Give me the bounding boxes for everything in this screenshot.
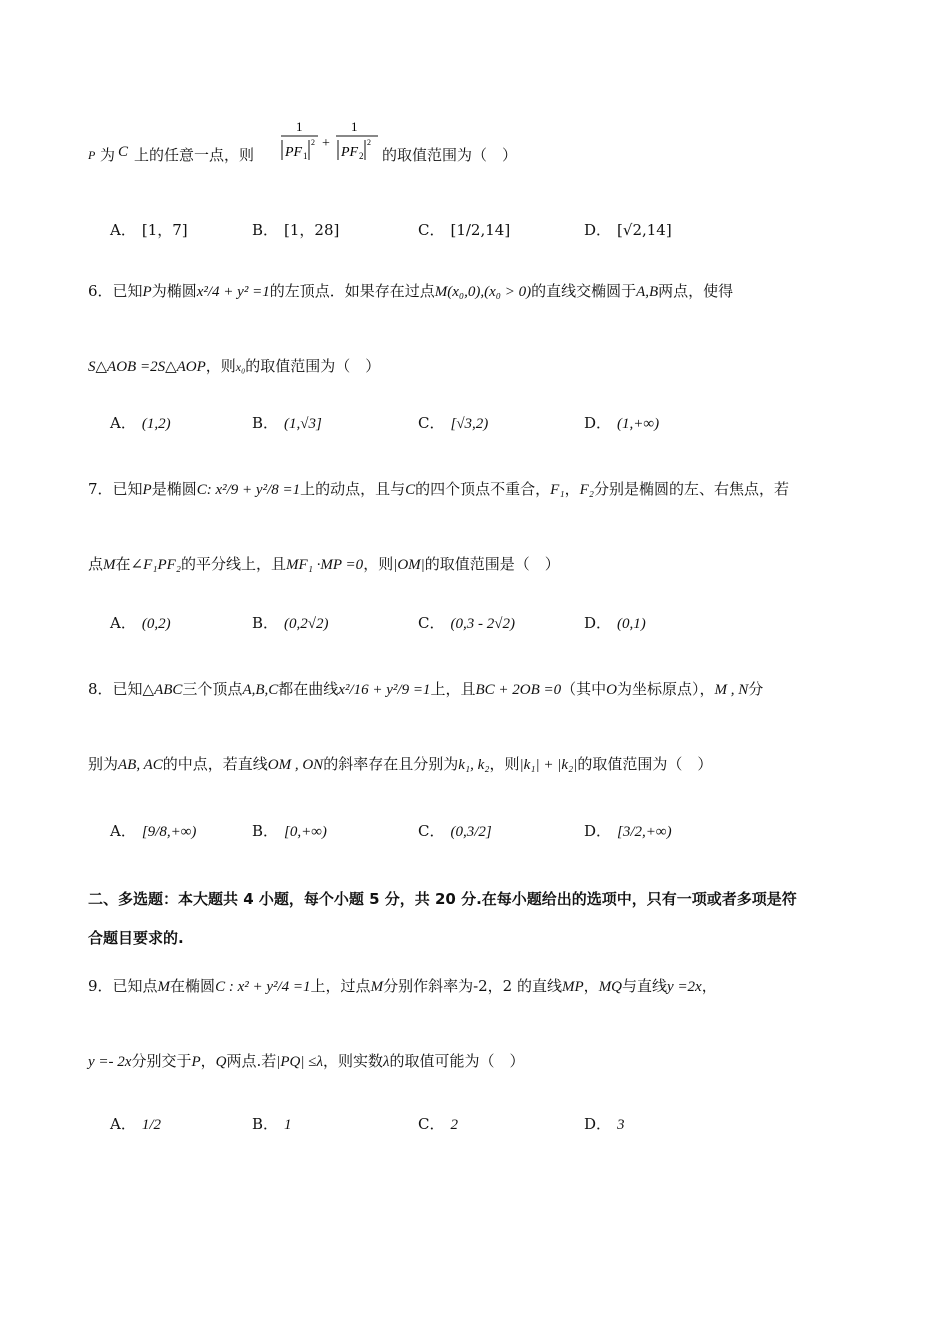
q7-text2: 是椭圆 xyxy=(151,480,197,498)
q8-condition: BC + 2OB =0 xyxy=(475,682,562,698)
q7-f1: F₁ xyxy=(550,482,565,498)
svg-text:1: 1 xyxy=(351,119,358,134)
q5-option-b[interactable] xyxy=(252,219,339,240)
q6-stem-line2 xyxy=(88,355,380,376)
q8-text7: 分 xyxy=(748,680,764,698)
q6-text7: 的取值范围为（ ） xyxy=(245,357,381,375)
svg-text:2: 2 xyxy=(311,138,315,147)
q9-y2x: y =2x xyxy=(667,979,702,995)
q5-text-b: 为 xyxy=(100,146,116,164)
q7-text5: 分别是椭圆的左、右焦点，若 xyxy=(593,480,789,498)
q9-option-d[interactable] xyxy=(584,1113,625,1134)
q5-option-d[interactable] xyxy=(584,219,672,240)
option-value: [1，7] xyxy=(141,221,188,239)
q6-text1: 6．已知 xyxy=(88,282,143,300)
option-value: [3/2,+∞) xyxy=(617,824,672,840)
q6-option-b[interactable] xyxy=(252,412,322,433)
section2-heading-line1: 二、多选题：本大题共 4 小题，每个小题 5 分，共 20 分.在每小题给出的选项中，只有一项或者多项是符 xyxy=(88,890,797,908)
q6-stem-line1 xyxy=(88,280,733,301)
q8-text8: 别为 xyxy=(88,755,119,773)
q5-p: P xyxy=(88,148,96,162)
q9-q: Q xyxy=(215,1054,227,1070)
q6-point: M(x₀,0),(x₀ > 0) xyxy=(434,284,532,300)
option-label: C． xyxy=(418,614,445,632)
q8-ksum: |k₁| + |k₂| xyxy=(519,757,578,773)
q5-option-c[interactable] xyxy=(418,219,510,240)
q8-abac: AB, AC xyxy=(118,757,163,773)
q9-text3: 上，过点 xyxy=(310,977,371,995)
option-value: [9/8,+∞) xyxy=(141,824,197,840)
q6-p: P xyxy=(142,284,152,300)
q8-curve: x²/16 + y²/9 =1 xyxy=(338,682,431,698)
q8-omon: OM , ON xyxy=(267,757,324,773)
option-label: D． xyxy=(584,1115,612,1133)
q7-text7: 在 xyxy=(115,555,131,573)
q6-x0: x₀ xyxy=(235,360,246,374)
q8-o: O xyxy=(606,682,617,698)
q8-text10: 的斜率存在且分别为 xyxy=(323,755,459,773)
q9-m: M xyxy=(157,979,171,995)
option-value: (1,+∞) xyxy=(617,416,660,432)
q7-text4: 的四个顶点不重合， xyxy=(415,480,551,498)
option-label: B． xyxy=(252,614,279,632)
q9-text2: 在椭圆 xyxy=(170,977,216,995)
q6-condition: S△AOB =2S△AOP xyxy=(88,359,206,375)
section2-heading-line2: 合题目要求的. xyxy=(88,929,184,947)
q8-option-b[interactable] xyxy=(252,820,327,841)
q9-sep: ， xyxy=(583,977,599,995)
option-label: B． xyxy=(252,1115,279,1133)
q8-text11: ，则 xyxy=(489,755,520,773)
option-value: (0,1) xyxy=(617,616,646,632)
q9-text9: 的取值可能为（ ） xyxy=(389,1052,525,1070)
q7-stem-line2 xyxy=(88,553,560,574)
option-value: (1,√3] xyxy=(284,416,322,432)
q6-text6: ，则 xyxy=(205,357,236,375)
option-label: B． xyxy=(252,221,279,239)
svg-text:1: 1 xyxy=(296,119,303,134)
q7-m: M xyxy=(103,557,116,573)
svg-text:2: 2 xyxy=(359,151,364,161)
q9-stem-line2 xyxy=(88,1050,525,1071)
q7-stem-line1 xyxy=(88,478,789,499)
option-value: 1/2 xyxy=(141,1117,162,1133)
q9-text1: 9．已知点 xyxy=(88,977,158,995)
q9-text7: 两点.若 xyxy=(226,1052,277,1070)
q7-text8: 的平分线上，且 xyxy=(181,555,287,573)
svg-text:1: 1 xyxy=(303,151,308,161)
option-value: (0,3 - 2√2) xyxy=(450,616,515,632)
q8-abc: A,B,C xyxy=(242,682,279,698)
q5-text-e: 的取值范围为（ ） xyxy=(382,146,518,164)
q8-option-a[interactable] xyxy=(110,820,196,841)
q7-sep: ， xyxy=(564,480,580,498)
q6-option-d[interactable] xyxy=(584,412,659,433)
option-label: A． xyxy=(110,221,136,239)
option-label: C． xyxy=(418,414,445,432)
option-value: [0,+∞) xyxy=(284,824,327,840)
q8-text5: （其中 xyxy=(561,680,607,698)
option-value: [1，28] xyxy=(284,221,340,239)
q7-angle: ∠F₁PF₂ xyxy=(130,557,182,573)
q9-comma: ， xyxy=(701,977,717,995)
option-label: B． xyxy=(252,822,279,840)
option-value: [√2,14] xyxy=(617,221,672,239)
q8-text2: 三个顶点 xyxy=(182,680,243,698)
q9-sep2: ， xyxy=(200,1052,216,1070)
q8-stem-line1 xyxy=(88,678,763,699)
option-label: D． xyxy=(584,822,612,840)
option-label: D． xyxy=(584,221,612,239)
q7-text1: 7．已知 xyxy=(88,480,143,498)
option-value: 3 xyxy=(617,1117,625,1133)
q7-option-c[interactable] xyxy=(418,612,515,633)
q7-ellipse: C: x²/9 + y²/8 =1 xyxy=(196,482,301,498)
q9-text5: 与直线 xyxy=(622,977,668,995)
q7-text9: ，则 xyxy=(363,555,394,573)
q8-text1: 8．已知 xyxy=(88,680,143,698)
option-label: A． xyxy=(110,614,136,632)
q9-ellipse: C : x² + y²/4 =1 xyxy=(215,979,311,995)
q6-option-a[interactable] xyxy=(110,412,171,433)
svg-text:2: 2 xyxy=(367,138,371,147)
option-value: (1,2) xyxy=(141,416,171,432)
q8-text6: 为坐标原点）， xyxy=(616,680,715,698)
q6-text4: 的直线交椭圆于 xyxy=(531,282,637,300)
q9-text8: ，则实数 xyxy=(323,1052,384,1070)
q7-om: |OM| xyxy=(393,557,425,573)
q9-pq: |PQ| ≤λ xyxy=(276,1054,323,1070)
q8-text3: 都在曲线 xyxy=(278,680,339,698)
q7-option-d[interactable] xyxy=(584,612,646,633)
q9-option-a[interactable] xyxy=(110,1113,161,1134)
q8-k: k₁, k₂ xyxy=(458,757,490,773)
q6-option-c[interactable] xyxy=(418,412,488,433)
option-value: [√3,2) xyxy=(450,416,489,432)
q8-mn: M , N xyxy=(714,682,749,698)
q9-mp: MP xyxy=(562,979,584,995)
q9-ym2x: y =- 2x xyxy=(88,1054,132,1070)
q7-text10: 的取值范围是（ ） xyxy=(424,555,560,573)
q9-option-c[interactable] xyxy=(418,1113,458,1134)
q6-ab: A,B xyxy=(636,284,659,300)
q6-text2: 为椭圆 xyxy=(151,282,197,300)
q9-stem-line1 xyxy=(88,975,717,996)
q6-text3: 的左顶点．如果存在过点 xyxy=(269,282,435,300)
q5-expression-graphic xyxy=(278,118,382,166)
q6-text5: 两点，使得 xyxy=(658,282,734,300)
option-value: [1/2,14] xyxy=(450,221,511,239)
q9-mq: MQ xyxy=(598,979,623,995)
q9-lambda: λ xyxy=(383,1054,390,1070)
option-value: (0,2√2) xyxy=(284,616,329,632)
q5-option-a[interactable] xyxy=(110,219,188,240)
q9-text6: 分别交于 xyxy=(131,1052,192,1070)
q8-text12: 的取值范围为（ ） xyxy=(577,755,713,773)
q7-dot-product: MF₁ ·MP =0 xyxy=(286,557,364,573)
q7-f2: F₂ xyxy=(579,482,594,498)
option-value: (0,3/2] xyxy=(450,824,492,840)
q6-ellipse: x²/4 + y² =1 xyxy=(196,284,270,300)
q9-option-b[interactable] xyxy=(252,1113,292,1134)
q5-text-d: 上的任意一点，则 xyxy=(134,146,255,164)
q7-option-b[interactable] xyxy=(252,612,329,633)
q7-c: C xyxy=(405,482,416,498)
option-label: A． xyxy=(110,822,136,840)
option-label: C． xyxy=(418,1115,445,1133)
option-label: A． xyxy=(110,1115,136,1133)
option-label: C． xyxy=(418,221,445,239)
option-label: C． xyxy=(418,822,445,840)
option-value: 1 xyxy=(284,1117,292,1133)
option-value: (0,2) xyxy=(141,616,171,632)
q7-p: P xyxy=(142,482,152,498)
q9-text4: 分别作斜率为-2，2 的直线 xyxy=(383,977,562,995)
option-label: D． xyxy=(584,614,612,632)
q7-text3: 上的动点，且与 xyxy=(300,480,406,498)
q7-option-a[interactable] xyxy=(110,612,171,633)
svg-text:PF: PF xyxy=(285,145,303,160)
option-value: 2 xyxy=(450,1117,458,1133)
svg-text:PF: PF xyxy=(341,145,359,160)
option-label: B． xyxy=(252,414,279,432)
q8-option-d[interactable] xyxy=(584,820,672,841)
option-label: A． xyxy=(110,414,136,432)
q8-triangle: △ABC xyxy=(142,682,183,698)
q8-text9: 的中点，若直线 xyxy=(162,755,268,773)
q8-text4: 上，且 xyxy=(430,680,476,698)
q8-option-c[interactable] xyxy=(418,820,492,841)
q9-m2: M xyxy=(370,979,384,995)
option-label: D． xyxy=(584,414,612,432)
q5-c: C xyxy=(118,144,129,160)
svg-text:+: + xyxy=(322,136,330,151)
q8-stem-line2 xyxy=(88,753,712,774)
q9-p: P xyxy=(191,1054,201,1070)
q5-expression xyxy=(278,118,378,166)
q7-text6: 点 xyxy=(88,555,104,573)
